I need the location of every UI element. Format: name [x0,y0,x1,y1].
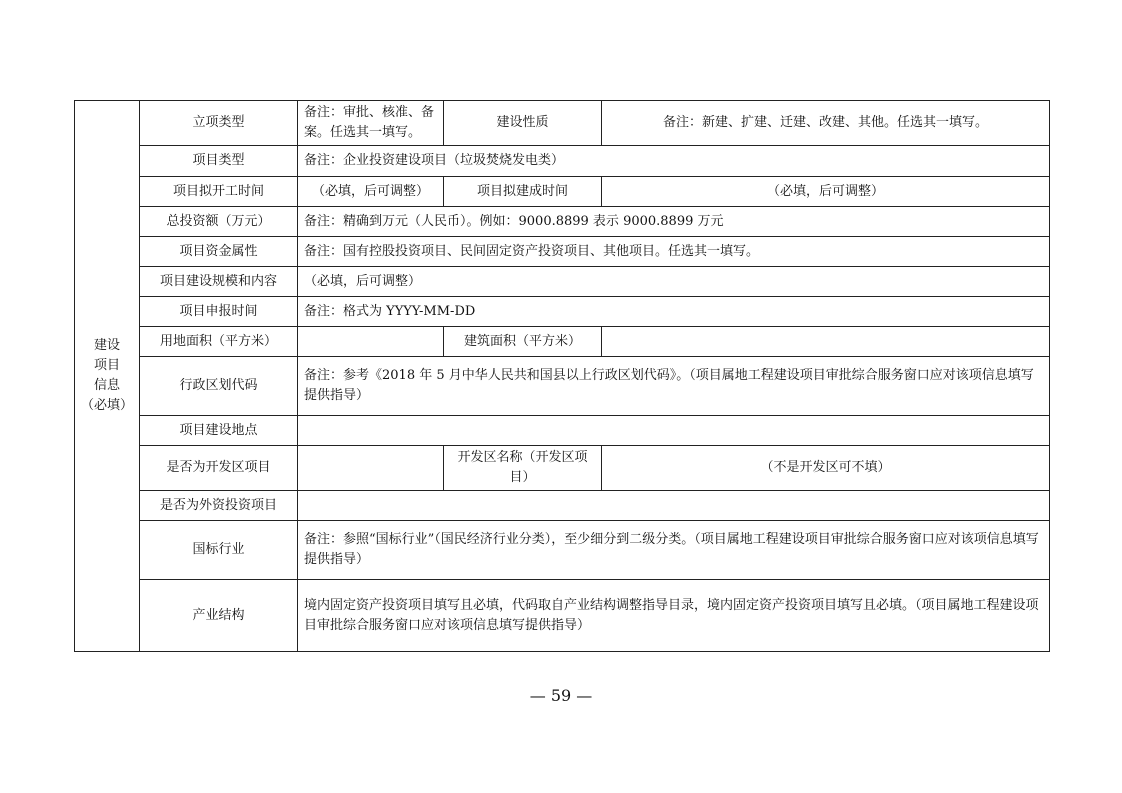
project-info-table [74,100,1050,652]
table-row [75,521,1050,580]
field-label-total-investment: 总投资额（万元） [140,207,298,237]
section-label-line: 信息 [93,378,120,393]
field-label-national-industry: 国标行业 [140,521,298,580]
field-value-project-approval-type[interactable]: 备注：审批、核准、备案。任选其一填写。 [298,101,444,146]
field-value-planned-completion-date[interactable]: （必填，后可调整） [602,177,1050,207]
field-label-project-type: 项目类型 [140,146,298,177]
field-value-construction-nature[interactable]: 备注：新建、扩建、迁建、改建、其他。任选其一填写。 [602,101,1050,146]
field-value-is-foreign-investment[interactable] [298,491,1050,521]
field-value-is-development-zone[interactable] [298,446,444,491]
field-value-national-industry[interactable]: 备注：参照“国标行业”（国民经济行业分类），至少细分到二级分类。（项目属地工程建设项目审批综合服务窗口应对该项信息填写提供指导） [298,521,1050,580]
field-label-is-development-zone: 是否为开发区项目 [140,446,298,491]
field-value-total-investment[interactable]: 备注：精确到万元（人民币）。例如：9000.8899 表示 9000.8899 万元 [298,207,1050,237]
field-label-planned-start-date: 项目拟开工时间 [140,177,298,207]
field-label-admin-division-code: 行政区划代码 [140,357,298,416]
field-label-construction-nature: 建设性质 [444,101,602,146]
table-row [75,491,1050,521]
field-value-funding-attribute[interactable]: 备注：国有控股投资项目、民间固定资产投资项目、其他项目。任选其一填写。 [298,237,1050,267]
table-row [75,580,1050,652]
field-value-project-type[interactable]: 备注：企业投资建设项目（垃圾焚烧发电类） [298,146,1050,177]
field-value-admin-division-code[interactable]: 备注：参考《2018 年 5 月中华人民共和国县以上行政区划代码》。（项目属地工程建设项目审批综合服务窗口应对该项信息填写提供指导） [298,357,1050,416]
field-label-funding-attribute: 项目资金属性 [140,237,298,267]
table-row [75,101,1050,146]
table-row [75,327,1050,357]
field-label-construction-location: 项目建设地点 [140,416,298,446]
field-label-construction-scale: 项目建设规模和内容 [140,267,298,297]
table-row [75,297,1050,327]
section-label-project-info [75,101,140,652]
field-value-development-zone-name[interactable]: （不是开发区可不填） [602,446,1050,491]
table-row [75,267,1050,297]
field-label-industry-structure: 产业结构 [140,580,298,652]
field-value-building-area[interactable] [602,327,1050,357]
table-row [75,207,1050,237]
field-label-project-approval-type: 立项类型 [140,101,298,146]
field-label-application-date: 项目申报时间 [140,297,298,327]
field-value-industry-structure[interactable]: 境内固定资产投资项目填写且必填，代码取自产业结构调整指导目录，境内固定资产投资项目填写且必填。（项目属地工程建设项目审批综合服务窗口应对该项信息填写提供指导） [298,580,1050,652]
table-row [75,446,1050,491]
section-label-line: （必填） [81,398,134,413]
field-label-land-area: 用地面积（平方米） [140,327,298,357]
field-value-land-area[interactable] [298,327,444,357]
field-label-building-area: 建筑面积（平方米） [444,327,602,357]
table-row [75,357,1050,416]
section-label-line: 建设 [93,338,120,353]
field-label-is-foreign-investment: 是否为外资投资项目 [140,491,298,521]
field-value-application-date[interactable]: 备注：格式为 YYYY-MM-DD [298,297,1050,327]
field-label-planned-completion-date: 项目拟建成时间 [444,177,602,207]
page-number: — 59 — [529,686,593,705]
field-label-development-zone-name: 开发区名称（开发区项目） [444,446,602,491]
field-value-planned-start-date[interactable]: （必填，后可调整） [298,177,444,207]
section-label-line: 项目 [93,358,120,373]
table-row [75,416,1050,446]
field-value-construction-scale[interactable]: （必填，后可调整） [298,267,1050,297]
table-row [75,146,1050,177]
field-value-construction-location[interactable] [298,416,1050,446]
table-row [75,237,1050,267]
table-row [75,177,1050,207]
